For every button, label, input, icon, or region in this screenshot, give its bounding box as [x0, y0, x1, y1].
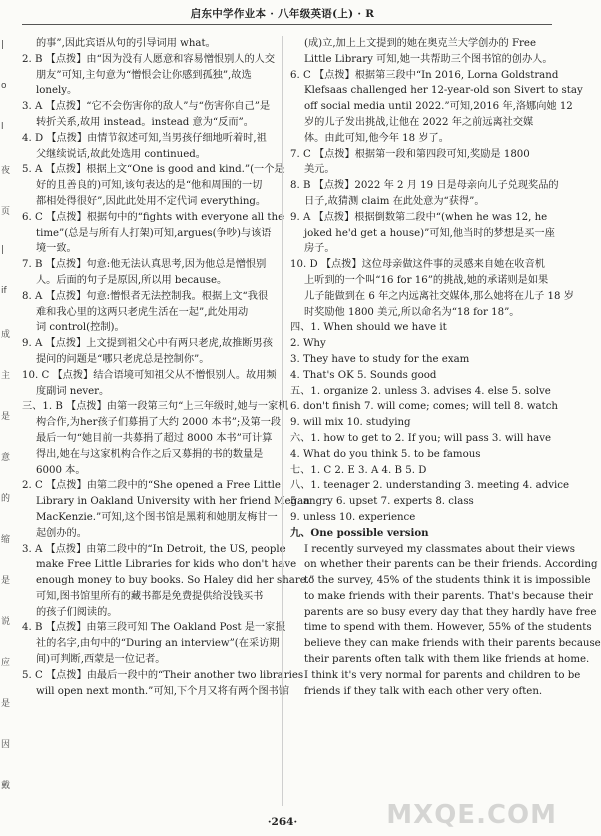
answer-line: 都相处得很好”,因此此处用不定代词 everything。: [36, 195, 267, 207]
watermark-logo: MXQE.COM: [386, 800, 557, 830]
margin-fragment: if: [1, 286, 7, 296]
answer-line: 九、One possible version: [290, 526, 429, 539]
answer-line: 9. unless 10. experience: [290, 511, 416, 523]
answer-line: time”(总是与所有人打架)可知,argues(争吵)与该语: [36, 227, 272, 239]
answer-line: 5. C 【点拨】由最后一段中的“Their another two libraries: [22, 669, 304, 681]
answer-line: 得出,她在与这家机构合作之后又募捐的书的数量是: [36, 448, 264, 460]
answer-line: 8. B 【点拨】2022 年 2 月 19 日是母亲向儿子兑现奖品的: [290, 180, 559, 192]
answer-line: 9. A 【点拨】上文提到祖父心中有两只老虎,故推断男孩: [22, 338, 273, 350]
answer-line: 9. A 【点拨】根据倒数第二段中“(when he was 12, he: [290, 211, 548, 223]
margin-fragment: 是: [1, 699, 11, 709]
answer-line: 4. What do you think 5. to be famous: [290, 448, 481, 460]
answer-line: 4. D 【点拨】由情节叙述可知,当男孩仔细地听着时,祖: [22, 132, 267, 144]
answer-line: on whether their parents can be their friends. According: [304, 559, 598, 571]
margin-fragment: 是: [1, 412, 11, 422]
margin-fragment: 成: [1, 330, 11, 340]
margin-fragment: 意: [1, 453, 11, 463]
answer-line: 八、1. teenager 2. understanding 3. meeting 4. advice: [290, 480, 569, 492]
answer-line: 儿子能做到在 6 年之内远离社交媒体,那么她将在儿子 18 岁: [304, 290, 574, 302]
margin-fragment: 说: [1, 617, 11, 627]
answer-line: make Free Little Libraries for kids who don't have: [36, 559, 297, 571]
answer-line: 词 control(控制)。: [36, 322, 125, 334]
answer-line: Klefsaas challenged her 12-year-old son Sivert to stay: [304, 85, 583, 97]
answer-line: 3. They have to study for the exam: [290, 353, 470, 365]
answer-line: 五、1. organize 2. unless 3. advises 4. else 5. solve: [290, 385, 551, 397]
answer-line: Little Library 可知,她一共帮助三个图书馆的创办人。: [304, 53, 553, 65]
answer-line: 七、1. C 2. E 3. A 4. B 5. D: [290, 464, 427, 476]
page-header: 启东中学作业本 · 八年级英语(上) · R: [190, 8, 375, 20]
right-column: [290, 36, 601, 699]
margin-fragment: 应: [1, 658, 11, 668]
answer-line: 8. A 【点拨】句意:憎恨者无法控制我。根据上文“我很: [22, 290, 269, 302]
answer-line: time to spend with them. However, 55% of the students: [304, 622, 592, 634]
answer-line: believe they can make friends with their parents because: [304, 638, 601, 650]
margin-fragment: 主: [1, 371, 11, 381]
answer-line: 美元。: [304, 164, 335, 176]
left-margin-fragments: [0, 30, 12, 820]
answer-line: 9. will mix 10. studying: [290, 417, 411, 429]
answer-line: 人。后面的句子是原因,所以用 because。: [36, 274, 228, 286]
answer-line: 时奖励他 1800 美元,所以命名为“18 for 18”。: [304, 306, 520, 318]
answer-line: 六、1. how to get to 2. If you; will pass 3. will have: [290, 432, 552, 444]
answer-line: 的事”,因此宾语从句的引导词用 what。: [36, 38, 216, 49]
answer-line: 好的且善良的)可知,该句表达的是“他和周围的一切: [36, 180, 263, 192]
answer-line: 2. C 【点拨】由第二段中的“She opened a Free Little: [22, 480, 281, 492]
answer-line: 6. C 【点拨】根据句中的“fights with everyone all the: [22, 211, 285, 223]
answer-line: 度副词 never。: [36, 385, 110, 397]
answer-line: I recently surveyed my classmates about their views: [304, 543, 575, 555]
answer-line: 构合作,为her孩子们募捐了大约 2000 本书”;及第一段: [36, 417, 282, 429]
answer-line: 4. B 【点拨】由第三段可知 The Oakland Post 是一家报: [22, 622, 286, 634]
answer-line: 父继续说话,故此处选用 continued。: [36, 148, 206, 160]
answer-line: 起创办的。: [36, 527, 87, 539]
answer-line: 朋友”可知,主句意为“憎恨会让你感到孤独”,故选: [36, 69, 252, 81]
margin-fragment: 页: [1, 207, 11, 217]
column-divider: [282, 36, 283, 806]
answer-line: 社的名字,由句中的“During an interview”(在采访期: [36, 638, 280, 650]
answer-line: their parents often talk with them like friends at home.: [304, 654, 590, 666]
answer-line: 间)可判断,西蒙是一位记者。: [36, 654, 166, 666]
answer-line: to the survey, 45% of the students think it is impossible: [304, 575, 591, 587]
answer-line: joked he'd get a house)”可知,他当时的梦想是买一座: [304, 227, 555, 239]
answer-line: to make friends with their parents. That's because their: [304, 590, 593, 602]
margin-fragment: |: [1, 40, 5, 50]
answer-line: I think it's very normal for parents and children to be: [304, 669, 581, 681]
answer-line: MacKenzie.”可知,这个图书馆是黑莉和她朋友梅甘一: [36, 511, 278, 523]
answer-line: 3. A 【点拨】“它不会伤害你的敌人”与“伤害你自己”是: [22, 101, 271, 113]
answer-line: friends if they talk with each other very often.: [304, 685, 543, 697]
page-number: ·264·: [267, 816, 298, 828]
answer-line: off social media until 2022.”可知,2016 年,洛娜向她 12: [304, 101, 573, 113]
answer-line: 难和我心里的这两只老虎生活在一起”,此处用动: [36, 306, 249, 318]
answer-line: lonely。: [36, 85, 78, 97]
answer-line: 岁的儿子发出挑战,让他在 2022 年之前远离社交媒: [304, 116, 534, 128]
margin-fragment: 夜: [1, 166, 11, 176]
answer-line: 体。由此可知,他今年 18 岁了。: [304, 132, 449, 144]
answer-line: 最后一句“她目前一共募捐了超过 8000 本书”可计算: [36, 432, 273, 444]
answer-line: 10. C 【点拨】结合语境可知祖父从不憎恨别人。故用频: [22, 369, 277, 381]
margin-fragment: |: [1, 245, 5, 255]
answer-line: 房子。: [304, 243, 335, 255]
answer-line: 2. B 【点拨】由“因为没有人愿意和容易憎恨别人的人交: [22, 53, 276, 65]
margin-fragment: 缩: [1, 535, 11, 545]
answer-line: 5. angry 6. upset 7. experts 8. class: [290, 496, 474, 508]
answer-line: parents are so busy every day that they hardly have free: [304, 606, 597, 618]
answer-line: 10. D 【点拨】这位母亲做这件事的灵感来自她在收音机: [290, 259, 545, 271]
answer-line: will open next month.”可知,下个月又将有两个图书馆: [36, 685, 290, 697]
answer-line: 的孩子们阅读的。: [36, 606, 118, 618]
margin-fragment: l: [1, 122, 4, 132]
answer-line: 7. B 【点拨】句意:他无法认真思考,因为他总是憎恨别: [22, 259, 267, 271]
answer-line: enough money to buy books. So Haley did her share.”: [36, 575, 315, 587]
header-divider: [22, 24, 552, 25]
answer-line: 境一致。: [36, 243, 77, 255]
answer-line: 提问的问题是“哪只老虎总是控制你”。: [36, 353, 210, 365]
answer-line: 7. C 【点拨】根据第一段和第四段可知,奖励是 1800: [290, 148, 530, 160]
answer-line: 5. A 【点拨】根据上文“One is good and kind.”(一个是: [22, 164, 285, 176]
margin-fragment: o: [1, 81, 7, 91]
answer-line: 日子,故猜测 claim 在此处意为“获得”。: [304, 195, 485, 207]
answer-line: Library in Oakland University with her friend Megan: [36, 496, 310, 508]
answer-line: 可知,图书馆里所有的藏书都是免费提供给没钱买书: [36, 590, 264, 602]
margin-fragment: 是: [1, 576, 11, 586]
answer-line: 三、1. B 【点拨】由第一段第三句“上三年级时,她与一家机: [22, 401, 289, 413]
answer-line: 转折关系,故用 instead。instead 意为“反而”。: [36, 116, 254, 128]
margin-fragment: 戴: [1, 781, 11, 791]
answer-line: 6000 本。: [36, 464, 86, 476]
answer-line: 上听到的一个叫“16 for 16”的挑战,她的承诺则是如果: [304, 274, 549, 286]
answer-line: 6. C 【点拨】根据第三段中“In 2016, Lornа Goldstrand: [290, 69, 559, 81]
margin-fragment: 的: [1, 494, 11, 504]
answer-line: 3. A 【点拨】由第二段中的“In Detroit, the US, people: [22, 543, 286, 555]
answer-line: 2. Why: [290, 338, 326, 350]
margin-fragment: 因: [1, 740, 11, 750]
answer-line: 4. That's OK 5. Sounds good: [290, 369, 437, 381]
answer-line: (成)立,加上上文提到的她在奥克兰大学创办的 Free: [304, 38, 536, 49]
answer-line: 6. don't finish 7. will come; comes; will tell 8. watch: [290, 401, 558, 413]
answer-line: 四、1. When should we have it: [290, 322, 447, 334]
